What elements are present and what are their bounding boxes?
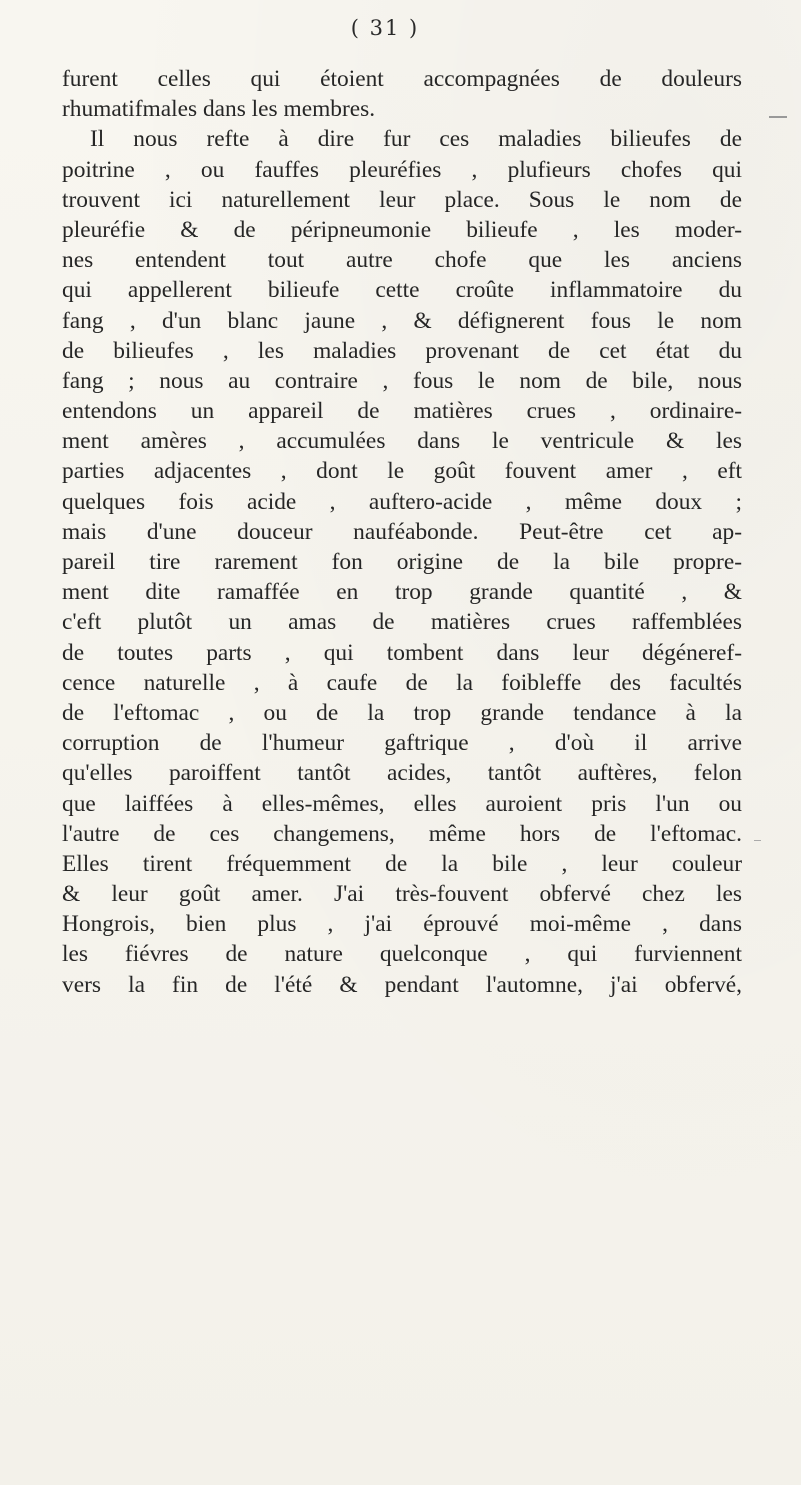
- text-line: de toutes parts , qui tombent dans leur dégéneref-: [62, 639, 742, 666]
- text-line: pleuréfie & de péripneumonie bilieufe , les moder-: [62, 216, 742, 243]
- text-line: ment amères , accumulées dans le ventricule & les: [62, 428, 742, 455]
- text-line: de bilieufes , les maladies provenant de cet état du: [62, 337, 742, 364]
- text-line: parties adjacentes , dont le goût fouvent amer , eft: [62, 458, 742, 485]
- text-line: l'autre de ces changemens, même hors de l'eftomac.: [62, 820, 742, 847]
- text-line: Il nous refte à dire fur ces maladies bilieufes de: [90, 126, 742, 153]
- text-line: rhumatifmales dans les membres.: [62, 96, 376, 123]
- text-line: qu'elles paroiffent tantôt acides, tantôt auftères, felon: [62, 760, 742, 787]
- text-line: vers la fin de l'été & pendant l'automne, j'ai obfervé,: [62, 971, 742, 998]
- text-line: mais d'une douceur nauféabonde. Peut-être cet ap-: [62, 518, 742, 545]
- text-line: trouvent ici naturellement leur place. Sous le nom de: [62, 186, 742, 213]
- text-line: ment dite ramaffée en trop grande quantité , &: [62, 579, 742, 606]
- text-line: quelques fois acide , auftero-acide , même doux ;: [62, 488, 742, 515]
- text-line: fang ; nous au contraire , fous le nom de bile, nous: [62, 367, 742, 394]
- text-line: pareil tire rarement fon origine de la bile propre-: [62, 549, 742, 575]
- page-number-header: ( 31 ): [350, 16, 420, 40]
- text-line: & leur goût amer. J'ai très-fouvent obfervé chez les: [62, 881, 742, 908]
- text-line: fang , d'un blanc jaune , & défignerent fous le nom: [62, 307, 742, 334]
- text-line: qui appellerent bilieufe cette croûte inflammatoire du: [62, 277, 742, 304]
- text-line: nes entendent tout autre chofe que les anciens: [62, 247, 742, 274]
- body-text: [62, 64, 742, 1000]
- text-line: corruption de l'humeur gaftrique , d'où il arrive: [62, 730, 742, 757]
- margin-mark: [754, 840, 761, 841]
- text-line: cence naturelle , à caufe de la foibleffe des facultés: [62, 669, 742, 696]
- text-line: Hongrois, bien plus , j'ai éprouvé moi-même , dans: [62, 911, 742, 938]
- text-line: que laiffées à elles-mêmes, elles auroient pris l'un ou: [62, 790, 742, 817]
- text-line: entendons un appareil de matières crues , ordinaire-: [62, 398, 742, 425]
- text-line: de l'eftomac , ou de la trop grande tendance à la: [62, 699, 742, 726]
- text-line: poitrine , ou fauffes pleuréfies , plufieurs chofes qui: [62, 156, 742, 183]
- text-line: Elles tirent fréquemment de la bile , leur couleur: [62, 850, 742, 877]
- margin-mark: [769, 116, 787, 118]
- text-line: c'eft plutôt un amas de matières crues raffemblées: [62, 609, 742, 636]
- text-line: les fiévres de nature quelconque , qui furviennent: [62, 941, 742, 968]
- text-line: furent celles qui étoient accompagnées de douleurs: [62, 66, 742, 92]
